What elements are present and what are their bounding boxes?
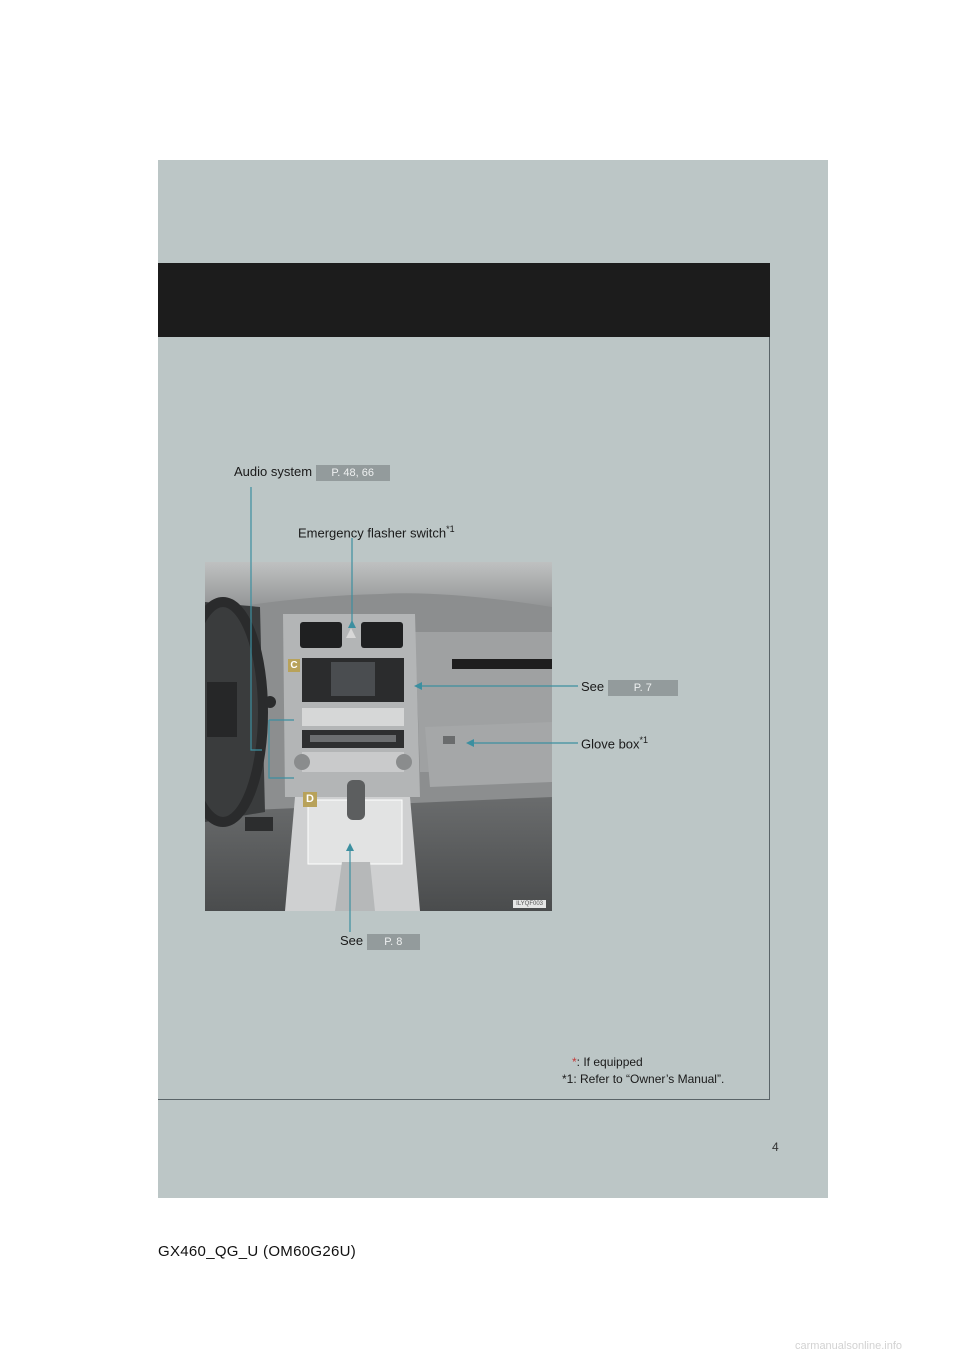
- watermark: carmanualsonline.info: [795, 1340, 903, 1352]
- footnote-ref-text: : Refer to “Owner’s Manual”.: [573, 1072, 725, 1086]
- header-bar: [158, 263, 770, 337]
- star-symbol: *: [572, 1055, 577, 1069]
- emergency-flasher-label: [298, 524, 455, 540]
- see-d-label: [340, 933, 420, 950]
- image-code: ILYQF003: [513, 900, 546, 908]
- audio-system-page-ref[interactable]: P. 48, 66: [316, 465, 390, 481]
- dashboard-illustration: [205, 562, 552, 911]
- dashboard-photo: [205, 562, 552, 911]
- frame-right-rule: [769, 337, 770, 1100]
- footnote-equipped-text: : If equipped: [576, 1055, 643, 1069]
- audio-system-label: [234, 464, 390, 481]
- marker-c: C: [288, 659, 300, 672]
- glove-footnote-mark: *1: [639, 735, 649, 745]
- footnote-equipped: [572, 1054, 724, 1071]
- emergency-flasher-text: Emergency flasher switch: [298, 525, 447, 541]
- emergency-footnote-mark: *1: [446, 524, 455, 534]
- footnotes: [562, 1054, 725, 1088]
- audio-system-text: Audio system: [234, 464, 313, 479]
- see-d-page-ref[interactable]: P. 8: [367, 934, 420, 950]
- glove-box-text: Glove box: [581, 736, 640, 752]
- see-d-text: See: [340, 933, 364, 948]
- footnote-owners-manual: [562, 1071, 724, 1088]
- see-c-text: See: [581, 679, 605, 694]
- page-number: 4: [772, 1140, 779, 1154]
- document-code: GX460_QG_U (OM60G26U): [158, 1243, 357, 1260]
- ref-symbol: *1: [562, 1072, 574, 1086]
- frame-bottom-rule: [158, 1099, 770, 1100]
- marker-d: D: [303, 792, 317, 807]
- see-c-page-ref[interactable]: P. 7: [608, 680, 678, 696]
- glove-box-label: [581, 735, 648, 751]
- see-c-label: [581, 679, 678, 696]
